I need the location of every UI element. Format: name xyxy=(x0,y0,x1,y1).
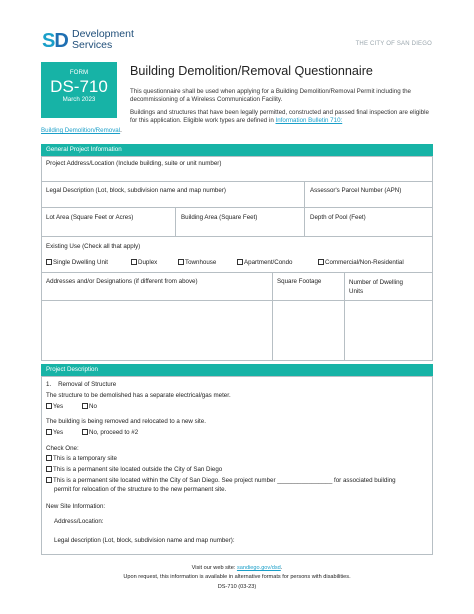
page-title: Building Demolition/Removal Questionnaire xyxy=(130,64,373,78)
divider xyxy=(41,272,433,273)
logo-mark: SD xyxy=(42,30,68,52)
intro-paragraph-1: This questionnaire shall be used when applying for a Building Demolition/Removal Permit including the decommissioning of a Wireless Communication Facility. xyxy=(130,88,411,103)
checkbox[interactable] xyxy=(178,259,184,265)
building-area-field[interactable] xyxy=(176,208,305,237)
legal-field[interactable] xyxy=(41,182,305,208)
checkbox[interactable] xyxy=(237,259,243,265)
checkbox[interactable] xyxy=(46,259,52,265)
use-duplex[interactable]: Duplex xyxy=(131,259,157,267)
question-meter: The structure to be demolished has a separate electrical/gas meter. xyxy=(46,392,231,399)
units-label: Number of Dwelling Units xyxy=(349,279,403,295)
apn-label: Assessor's Parcel Number (APN) xyxy=(310,187,402,194)
info-bulletin-link-2[interactable]: Building Demolition/Removal xyxy=(41,127,121,134)
lot-area-label: Lot Area (Square Feet or Acres) xyxy=(46,214,134,221)
checkbox[interactable] xyxy=(46,429,52,435)
checkbox[interactable] xyxy=(46,466,52,472)
option-temporary-site[interactable]: This is a temporary site xyxy=(46,455,117,463)
option-within-city-cont: permit for relocation of the structure to the new permanent site. xyxy=(54,486,227,493)
city-name: THE CITY OF SAN DIEGO xyxy=(355,41,432,47)
addresses-label: Addresses and/or Designations (if different from above) xyxy=(46,278,198,285)
form-badge xyxy=(41,62,117,118)
option-outside-city[interactable]: This is a permanent site located outside the City of San Diego xyxy=(46,466,222,474)
new-site-label: New Site Information: xyxy=(46,503,106,510)
use-apartment-condo[interactable]: Apartment/Condo xyxy=(237,259,293,267)
project-description-heading: Project Description xyxy=(41,364,433,376)
divider xyxy=(272,272,273,361)
new-address-label: Address/Location: xyxy=(54,518,104,525)
existing-use-label: Existing Use (Check all that apply) xyxy=(46,243,141,250)
check-one-label: Check One: xyxy=(46,445,79,452)
legal-label: Legal Description (Lot, block, subdivision name and map number) xyxy=(46,187,226,194)
apn-field[interactable] xyxy=(305,182,433,208)
address-label: Project Address/Location (Include building, suite or unit number) xyxy=(46,160,222,167)
dsd-logo xyxy=(42,28,182,54)
use-commercial[interactable]: Commercial/Non-Residential xyxy=(318,259,404,267)
sqft-label: Square Footage xyxy=(277,278,322,285)
footer-accessibility: Upon request, this information is available in alternative formats for persons with disabilities. xyxy=(123,574,351,580)
new-legal-label: Legal description (Lot, block, subdivision name and map number): xyxy=(54,537,235,544)
lot-area-field[interactable] xyxy=(41,208,176,237)
meter-no[interactable]: No xyxy=(82,403,97,411)
relocated-no[interactable]: No, proceed to #2 xyxy=(82,429,138,437)
pool-depth-label: Depth of Pool (Feet) xyxy=(310,214,366,221)
checkbox[interactable] xyxy=(131,259,137,265)
meter-yes[interactable]: Yes xyxy=(46,403,63,411)
checkbox[interactable] xyxy=(46,455,52,461)
building-area-label: Building Area (Square Feet) xyxy=(181,214,258,221)
addresses-field[interactable] xyxy=(41,300,272,361)
checkbox[interactable] xyxy=(46,477,52,483)
intro-paragraph-2: Buildings and structures that have been legally permitted, constructed and passed final inspection are eligible for this application. Eligible work types are defined in Information Bulletin 710: xyxy=(130,109,429,124)
info-bulletin-link[interactable]: Information Bulletin 710: xyxy=(275,116,343,124)
intro-paragraph-2-cont: Building Demolition/Removal. xyxy=(41,127,122,134)
question-relocated: The building is being removed and relocated to a new site. xyxy=(46,418,206,425)
form-label: FORM xyxy=(69,69,89,76)
website-link[interactable]: sandiego.gov/dsd xyxy=(236,565,281,571)
option-within-city[interactable]: This is a permanent site located within the City of San Diego. See project number ________________ for associated building xyxy=(46,477,396,485)
divider xyxy=(344,272,345,361)
checkbox[interactable] xyxy=(46,403,52,409)
form-date: March 2023 xyxy=(62,95,96,103)
relocated-yes[interactable]: Yes xyxy=(46,429,63,437)
item-1: 1. Removal of Structure xyxy=(46,381,117,388)
checkbox[interactable] xyxy=(318,259,324,265)
footer-website: Visit our web site: sandiego.gov/dsd. xyxy=(191,565,283,571)
address-field[interactable] xyxy=(41,156,433,182)
logo-text: Development Services xyxy=(72,28,134,51)
pool-depth-field[interactable] xyxy=(305,208,433,237)
checkbox[interactable] xyxy=(82,429,88,435)
form-number: DS-710 xyxy=(50,76,108,96)
general-info-heading: General Project Information xyxy=(41,144,433,156)
footer-form-id: DS-710 (03-23) xyxy=(217,584,257,590)
use-single-dwelling[interactable]: Single Dwelling Unit xyxy=(46,259,108,267)
use-townhouse[interactable]: Townhouse xyxy=(178,259,216,267)
checkbox[interactable] xyxy=(82,403,88,409)
